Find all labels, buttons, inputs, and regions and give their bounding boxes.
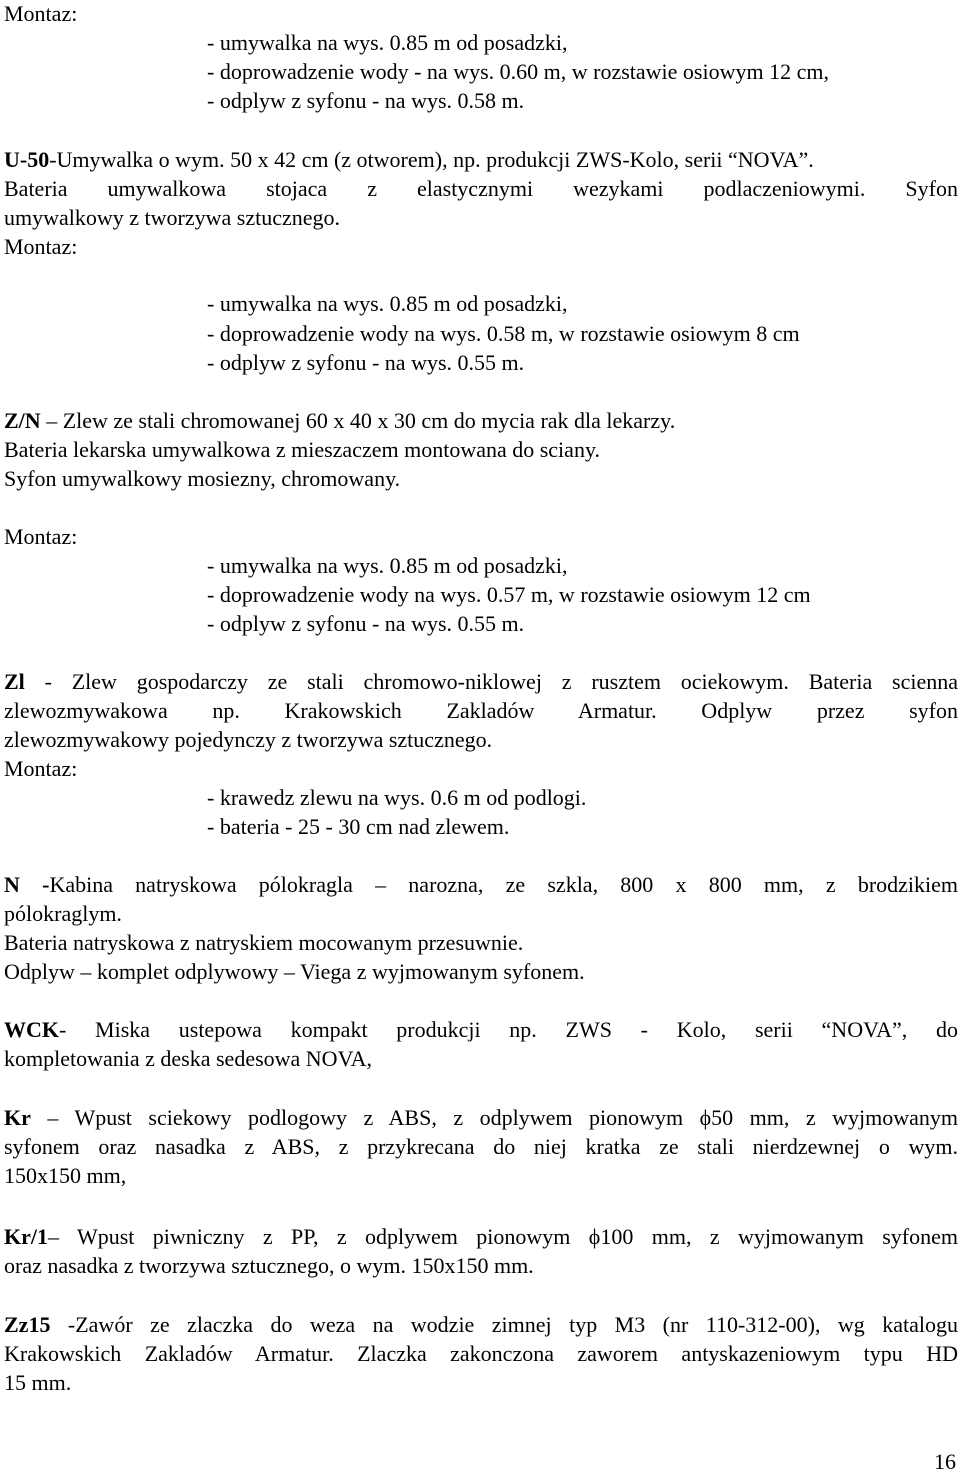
paragraph-line	[4, 1107, 958, 1129]
item-description: – Wpust sciekowy podlogowy z ABS, z odplywem pionowym ϕ50 mm, z wyjmowanym	[30, 1105, 958, 1130]
montaz-item: - umywalka na wys. 0.85 m od posadzki,	[207, 291, 568, 316]
item-description: Kabina natryskowa pólokragla – narozna, ze szkla, 800 x 800 mm, z brodzikiem	[49, 872, 959, 897]
item-description: – Wpust piwniczny z PP, z odplywem pionowym ϕ100 mm, z wyjmowanym syfonem	[48, 1224, 958, 1249]
paragraph-line	[4, 149, 814, 171]
page-number: 16	[934, 1449, 956, 1474]
paragraph-line: zlewozmywakowy pojedynczy z tworzywa sztucznego.	[4, 727, 493, 752]
item-code: Kr/1	[4, 1224, 48, 1249]
paragraph-line	[4, 1226, 958, 1248]
paragraph-line: 150x150 mm,	[4, 1163, 127, 1188]
montaz-item: - krawedz zlewu na wys. 0.6 m od podlogi.	[207, 785, 587, 810]
paragraph-line: Bateria umywalkowa stojaca z elastycznymi wezykami podlaczeniowymi. Syfon	[4, 176, 958, 201]
montaz-item: - bateria - 25 - 30 cm nad zlewem.	[207, 814, 510, 839]
item-code: WCK	[4, 1017, 59, 1042]
paragraph-line: umywalkowy z tworzywa sztucznego.	[4, 205, 341, 230]
item-code: U-50	[4, 147, 50, 172]
item-code: N -	[4, 872, 50, 897]
montaz-item: - doprowadzenie wody na wys. 0.57 m, w rozstawie osiowym 12 cm	[207, 582, 811, 607]
montaz-label: Montaz:	[4, 756, 78, 781]
item-description: – Zlew ze stali chromowanej 60 x 40 x 30 cm do mycia rak dla lekarzy.	[40, 408, 676, 433]
montaz-item: - odplyw z syfonu - na wys. 0.55 m.	[207, 350, 525, 375]
montaz-label: Montaz:	[4, 234, 78, 259]
paragraph-line: zlewozmywakowa np. Krakowskich Zakladów Armatur. Odplyw przez syfon	[4, 698, 958, 723]
item-code: Kr	[4, 1105, 31, 1130]
paragraph-line: Krakowskich Zakladów Armatur. Zlaczka zakonczona zaworem antyskazeniowym typu HD	[4, 1341, 958, 1366]
montaz-item: - umywalka na wys. 0.85 m od posadzki,	[207, 553, 568, 578]
montaz-label: Montaz:	[4, 524, 78, 549]
item-code: Z/N	[4, 408, 41, 433]
paragraph-line: Odplyw – komplet odplywowy – Viega z wyjmowanym syfonem.	[4, 959, 585, 984]
paragraph-line: oraz nasadka z tworzywa sztucznego, o wym. 150x150 mm.	[4, 1253, 534, 1278]
paragraph-line: Bateria lekarska umywalkowa z mieszaczem montowana do sciany.	[4, 437, 601, 462]
item-description: -Zawór ze zlaczka do weza na wodzie zimnej typ M3 (nr 110-312-00), wg katalogu	[50, 1312, 958, 1337]
item-description: - Zlew gospodarczy ze stali chromowo-niklowej z rusztem ociekowym. Bateria scienna	[24, 669, 958, 694]
montaz-item: - odplyw z syfonu - na wys. 0.58 m.	[207, 88, 525, 113]
montaz-label: Montaz:	[4, 1, 78, 26]
paragraph-line: Bateria natryskowa z natryskiem mocowanym przesuwnie.	[4, 930, 524, 955]
paragraph-line: syfonem oraz nasadka z ABS, z przykrecana do niej kratka ze stali nierdzewnej o wym.	[4, 1134, 958, 1159]
paragraph-line: Syfon umywalkowy mosiezny, chromowany.	[4, 466, 401, 491]
item-code: Zz15	[4, 1312, 51, 1337]
item-description: - Miska ustepowa kompakt produkcji np. ZWS - Kolo, serii “NOVA”, do	[59, 1017, 958, 1042]
item-code: Zl	[4, 669, 25, 694]
montaz-item: - doprowadzenie wody na wys. 0.58 m, w rozstawie osiowym 8 cm	[207, 321, 800, 346]
paragraph-line: 15 mm.	[4, 1370, 72, 1395]
paragraph-line: pólokraglym.	[4, 901, 122, 926]
paragraph-line	[4, 410, 675, 432]
montaz-item: - umywalka na wys. 0.85 m od posadzki,	[207, 30, 568, 55]
paragraph-line	[4, 874, 958, 896]
montaz-item: - odplyw z syfonu - na wys. 0.55 m.	[207, 611, 525, 636]
montaz-item: - doprowadzenie wody - na wys. 0.60 m, w rozstawie osiowym 12 cm,	[207, 59, 829, 84]
paragraph-line	[4, 671, 958, 693]
paragraph-line	[4, 1019, 958, 1041]
paragraph-line: kompletowania z deska sedesowa NOVA,	[4, 1046, 373, 1071]
item-description: -Umywalka o wym. 50 x 42 cm (z otworem), np. produkcji ZWS-Kolo, serii “NOVA”.	[49, 147, 814, 172]
paragraph-line	[4, 1314, 958, 1336]
